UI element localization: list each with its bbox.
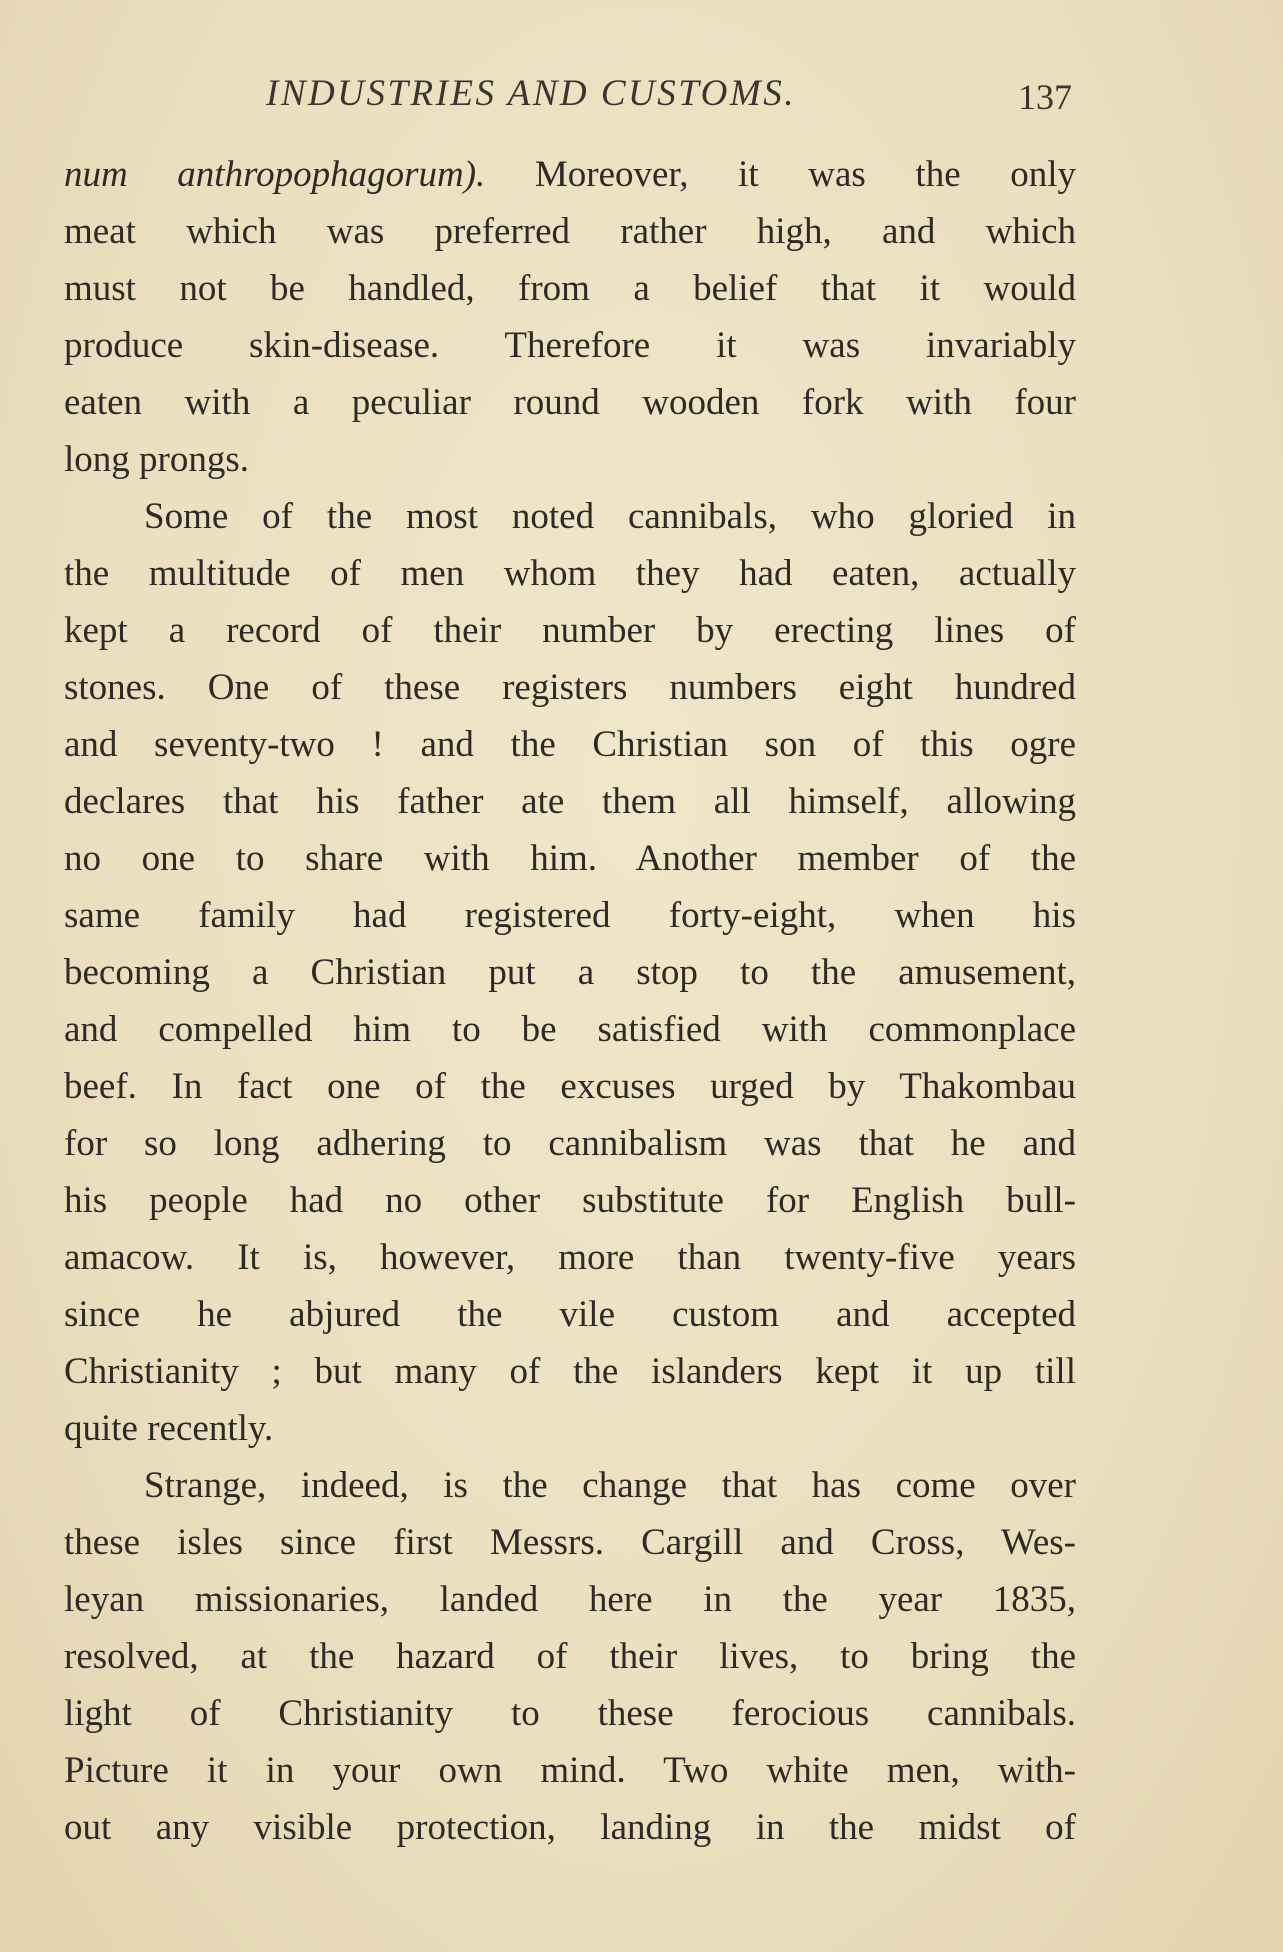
text-line: these isles since first Messrs. Cargill and Cross, Wes- [64, 1522, 1076, 1563]
text-line: becoming a Christian put a stop to the amusement, [64, 952, 1076, 993]
text-line: beef. In fact one of the excuses urged by Thakombau [64, 1066, 1076, 1107]
text-line: leyan missionaries, landed here in the year 1835, [64, 1579, 1076, 1620]
text-line: Christianity ; but many of the islanders kept it up till [64, 1351, 1076, 1392]
page-number: 137 [1018, 77, 1072, 117]
running-head: INDUSTRIES AND CUSTOMS. [266, 73, 796, 114]
text-line: produce skin-disease. Therefore it was invariably [64, 325, 1076, 366]
text-line: resolved, at the hazard of their lives, to bring the [64, 1636, 1076, 1677]
text-line: since he abjured the vile custom and accepted [64, 1294, 1076, 1335]
text-line: meat which was preferred rather high, and which [64, 211, 1076, 252]
text-line: Picture it in your own mind. Two white men, with- [64, 1750, 1076, 1791]
text-line: declares that his father ate them all himself, allowing [64, 781, 1076, 822]
paragraph-start-line: Some of the most noted cannibals, who gloried in [144, 496, 1076, 537]
text-line: his people had no other substitute for English bull- [64, 1180, 1076, 1221]
text-line: and seventy-two ! and the Christian son of this ogre [64, 724, 1076, 765]
text-line: light of Christianity to these ferocious cannibals. [64, 1693, 1076, 1734]
text-line: no one to share with him. Another member of the [64, 838, 1076, 879]
text-line: kept a record of their number by erecting lines of [64, 610, 1076, 651]
paragraph-start-line: Strange, indeed, is the change that has come over [144, 1465, 1076, 1506]
text-line: eaten with a peculiar round wooden fork with four [64, 382, 1076, 423]
text-line: amacow. It is, however, more than twenty-five years [64, 1237, 1076, 1278]
text-line: stones. One of these registers numbers eight hundred [64, 667, 1076, 708]
text-line: for so long adhering to cannibalism was that he and [64, 1123, 1076, 1164]
text-line: same family had registered forty-eight, when his [64, 895, 1076, 936]
text-line: must not be handled, from a belief that it would [64, 268, 1076, 309]
body-text [64, 146, 1076, 1856]
text-line: the multitude of men whom they had eaten, actually [64, 553, 1076, 594]
text-line: num anthropophagorum). Moreover, it was the only [64, 154, 1076, 195]
text-line: long prongs. [64, 439, 249, 480]
text-line: and compelled him to be satisfied with commonplace [64, 1009, 1076, 1050]
italic-phrase: num anthropophagorum). [64, 154, 486, 195]
text-line: quite recently. [64, 1408, 274, 1449]
text-line: out any visible protection, landing in the midst of [64, 1807, 1076, 1848]
page-header [0, 68, 1283, 128]
